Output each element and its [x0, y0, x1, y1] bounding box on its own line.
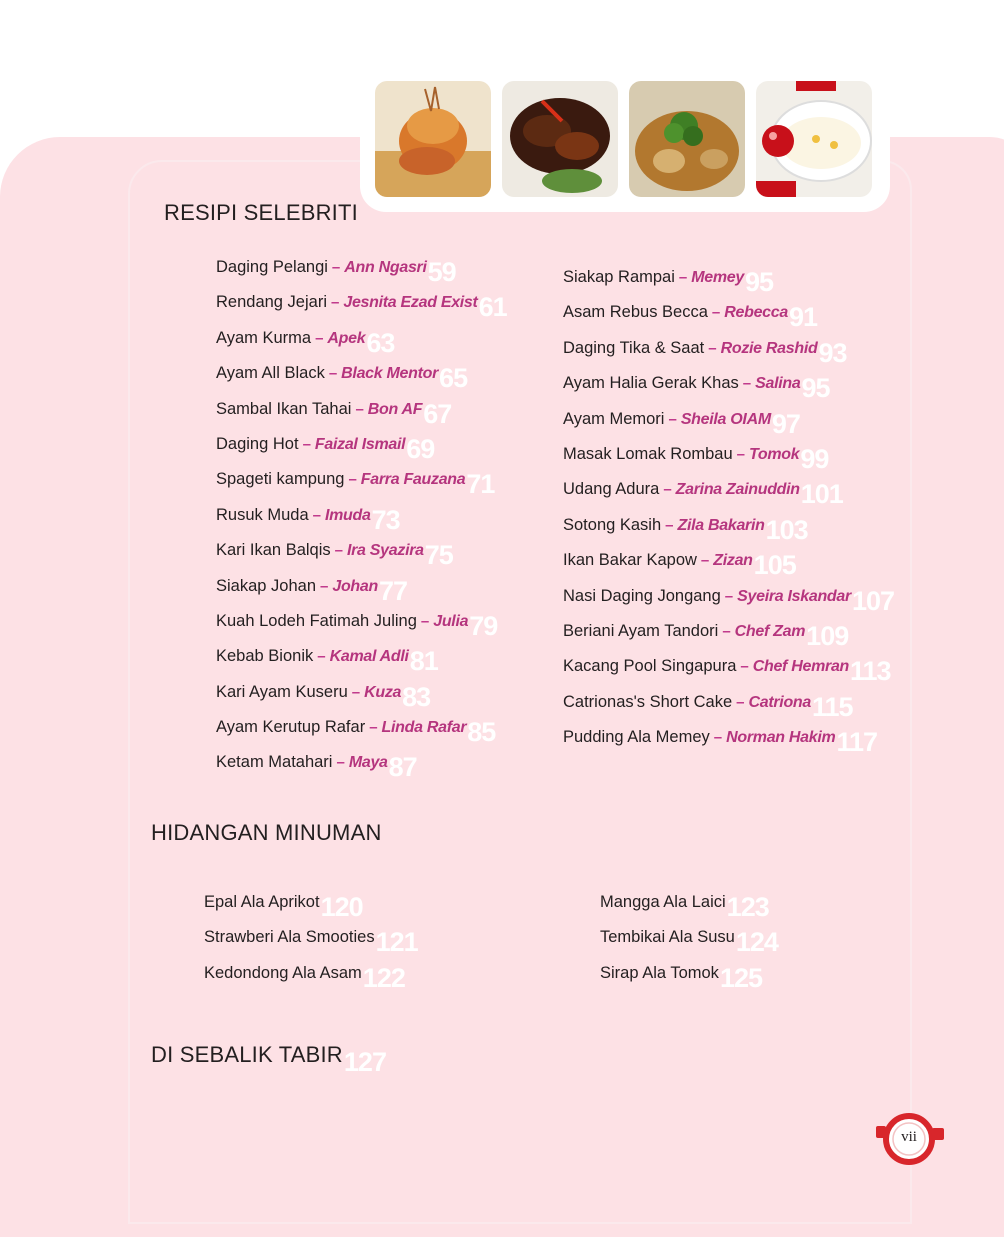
separator-dash: – [420, 612, 430, 630]
page-number-ref: 120 [320, 892, 363, 922]
separator-dash: – [665, 516, 674, 534]
dish-name: Kuah Lodeh Fatimah Juling [216, 611, 417, 630]
toc-entry[interactable] [216, 531, 507, 571]
separator-dash: – [740, 658, 749, 676]
separator-dash: – [700, 552, 710, 570]
section-title-resipi: RESIPI SELEBRITI [164, 200, 358, 225]
page-number-ref: 93 [818, 337, 847, 368]
dish-name: Ikan Bakar Kapow [563, 551, 697, 570]
toc-entry[interactable] [563, 400, 894, 439]
toc-entry[interactable] [216, 460, 507, 500]
toc-entry[interactable] [563, 541, 894, 581]
separator-dash: – [369, 719, 378, 737]
dish-name: Kari Ayam Kuseru [216, 682, 348, 701]
dish-name: Asam Rebus Becca [563, 303, 708, 322]
section-title-tabir [151, 1038, 386, 1077]
dish-name: Kari Ikan Balqis [216, 541, 331, 560]
page-number-ref: 67 [423, 398, 452, 429]
page-number-ref: 75 [424, 540, 453, 571]
food-photo-grilled-chicken [502, 81, 618, 197]
page-number-ref: 115 [812, 691, 853, 722]
page-number-ref: 79 [469, 610, 498, 641]
page-number-ref: 83 [402, 681, 431, 712]
page-number-ref: 124 [735, 927, 778, 958]
celebrity-name: Black Mentor [341, 365, 439, 383]
toc-entry[interactable] [216, 708, 507, 748]
celebrity-name: Catriona [748, 693, 811, 711]
dish-name: Ketam Matahari [216, 753, 333, 772]
tabir-page-number: 127 [343, 1047, 386, 1077]
page-number: vii [901, 1129, 917, 1145]
page-number-ref: 81 [409, 646, 438, 677]
separator-dash: – [713, 729, 723, 747]
celebrity-name: Faizal Ismail [314, 435, 406, 453]
tabir-title: DI SEBALIK TABIR [151, 1042, 343, 1067]
dish-name: Mangga Ala Laici [600, 893, 726, 911]
dish-name: Ayam Memori [563, 409, 665, 428]
page-number-ref: 99 [800, 443, 829, 474]
separator-dash: – [348, 471, 357, 489]
celebrity-name: Linda Rafar [381, 719, 467, 737]
page-number-ref: 105 [753, 550, 796, 581]
toc-entry[interactable] [563, 647, 894, 687]
page-number-ref: 122 [362, 962, 405, 993]
page-number-ref: 85 [467, 717, 496, 748]
page-number-ref: 107 [851, 585, 894, 616]
toc-entry[interactable] [204, 918, 418, 958]
toc-entry[interactable] [563, 293, 894, 333]
toc-entry[interactable] [600, 883, 778, 922]
separator-dash: – [663, 481, 672, 499]
dish-name: Masak Lomak Rombau [563, 444, 733, 463]
page-number-ref: 113 [850, 656, 891, 687]
celebrity-name: Zila Bakarin [677, 516, 765, 534]
toc-entry[interactable] [563, 506, 894, 545]
toc-entry[interactable] [216, 319, 507, 358]
dish-name: Kebab Bionik [216, 647, 314, 666]
dish-name: Daging Tika & Saat [563, 338, 705, 357]
toc-entry[interactable] [563, 470, 894, 510]
page-number-ref: 69 [406, 433, 435, 464]
separator-dash: – [708, 339, 717, 357]
resipi-right-column [563, 258, 894, 758]
page-number-ref: 95 [801, 373, 830, 404]
celebrity-name: Kuza [364, 683, 402, 701]
celebrity-name: Tomok [749, 445, 800, 463]
celebrity-name: Chef Hemran [752, 658, 850, 676]
page-number-ref: 73 [371, 504, 400, 535]
dish-name: Udang Adura [563, 480, 660, 499]
separator-dash: – [320, 577, 329, 595]
toc-entry[interactable] [204, 883, 418, 922]
separator-dash: – [678, 269, 688, 286]
toc-entry[interactable] [600, 918, 778, 958]
celebrity-name: Farra Fauzana [360, 471, 466, 489]
dish-name: Ayam Kurma [216, 328, 312, 347]
toc-entry[interactable] [216, 390, 507, 429]
celebrity-name: Norman Hakim [726, 729, 836, 747]
celebrity-name: Bon AF [367, 400, 423, 418]
toc-entry[interactable] [216, 602, 507, 641]
page-number-ref: 91 [788, 302, 818, 333]
page-number-ref: 65 [439, 363, 468, 394]
separator-dash: – [351, 683, 361, 701]
page-number-ref: 117 [836, 727, 877, 758]
separator-dash: – [315, 329, 324, 347]
page-number-ref: 61 [478, 292, 507, 323]
dish-name: Sirap Ala Tomok [600, 963, 719, 982]
dish-name: Ayam Halia Gerak Khas [563, 374, 739, 393]
celebrity-name: Syeira Iskandar [737, 587, 851, 605]
celebrity-name: Rebecca [724, 304, 788, 322]
page-number-badge [876, 1110, 944, 1166]
dish-name: Ayam Kerutup Rafar [216, 718, 366, 737]
toc-entry[interactable] [216, 354, 507, 394]
toc-entry[interactable] [563, 329, 894, 368]
section-title-minuman: HIDANGAN MINUMAN [151, 820, 382, 845]
separator-dash: – [336, 754, 345, 772]
toc-entry[interactable] [216, 567, 507, 606]
separator-dash: – [355, 400, 364, 418]
page-number-ref: 95 [745, 267, 774, 297]
celebrity-name: Jesnita Ezad Exist [343, 294, 478, 312]
toc-entry[interactable] [563, 683, 894, 722]
dish-name: Siakap Rampai [563, 268, 675, 286]
page-number-ref: 77 [378, 575, 408, 606]
dish-name: Beriani Ayam Tandori [563, 621, 719, 640]
dish-name: Tembikai Ala Susu [600, 928, 735, 947]
toc-entry[interactable] [563, 258, 894, 297]
celebrity-name: Memey [691, 269, 744, 286]
page-number-ref: 101 [800, 479, 843, 510]
dish-name: Siakap Johan [216, 576, 316, 595]
celebrity-name: Maya [348, 754, 388, 772]
toc-entry[interactable] [600, 954, 778, 993]
separator-dash: – [742, 375, 752, 393]
toc-entry[interactable] [563, 577, 894, 616]
dish-name: Rendang Jejari [216, 293, 327, 312]
celebrity-name: Chef Zam [734, 622, 806, 640]
food-photo-pudding [756, 81, 872, 197]
dish-name: Ayam All Black [216, 364, 325, 383]
dish-name: Sambal Ikan Tahai [216, 399, 352, 418]
celebrity-name: Ann Ngasri [344, 259, 427, 276]
separator-dash: – [331, 294, 340, 312]
dish-name: Catrionas's Short Cake [563, 692, 733, 711]
celebrity-name: Sheila OIAM [680, 410, 771, 428]
toc-entry[interactable] [216, 743, 507, 783]
page-number-ref: 59 [427, 257, 456, 287]
page-number-ref: 63 [366, 327, 395, 358]
celebrity-name: Zizan [713, 552, 753, 570]
toc-entry[interactable] [216, 673, 507, 712]
dish-name: Daging Pelangi [216, 258, 328, 276]
toc-entry[interactable] [216, 496, 507, 535]
toc-entry[interactable] [563, 612, 894, 651]
dish-name: Pudding Ala Memey [563, 728, 710, 747]
dish-name: Sotong Kasih [563, 515, 662, 534]
separator-dash: – [334, 542, 343, 560]
dish-name: Nasi Daging Jongang [563, 586, 721, 605]
dish-name: Kedondong Ala Asam [204, 963, 362, 982]
separator-dash: – [302, 435, 311, 453]
food-photo-curry [629, 81, 745, 197]
toc-entry[interactable] [563, 364, 894, 404]
page-number-ref: 71 [466, 469, 495, 500]
dish-name: Epal Ala Aprikot [204, 893, 320, 911]
page-number-ref: 109 [806, 620, 849, 651]
page-number-ref: 87 [388, 752, 417, 783]
dish-name: Daging Hot [216, 434, 299, 453]
toc-entry[interactable] [216, 425, 507, 464]
toc-entry[interactable] [216, 637, 507, 677]
dish-name: Spageti kampung [216, 470, 345, 489]
celebrity-name: Salina [755, 375, 801, 393]
celebrity-name: Zarina Zainuddin [675, 481, 800, 499]
page-number-ref: 97 [771, 408, 800, 439]
page-number-ref: 123 [726, 892, 769, 922]
separator-dash: – [312, 506, 321, 524]
separator-dash: – [317, 648, 326, 666]
celebrity-name: Julia [433, 612, 469, 630]
dish-name: Kacang Pool Singapura [563, 657, 737, 676]
page-number-ref: 121 [375, 927, 418, 958]
separator-dash: – [736, 693, 745, 711]
separator-dash: – [711, 304, 721, 322]
separator-dash: – [668, 410, 677, 428]
separator-dash: – [724, 587, 734, 605]
celebrity-name: Rozie Rashid [720, 339, 818, 357]
food-photo-rendang [375, 81, 491, 197]
celebrity-name: Imuda [324, 506, 371, 524]
toc-entry[interactable] [563, 435, 894, 474]
toc-entry[interactable] [216, 248, 507, 287]
separator-dash: – [331, 259, 341, 276]
minuman-left-column [204, 883, 418, 993]
celebrity-name: Johan [332, 577, 378, 595]
celebrity-name: Apek [327, 329, 366, 347]
dish-name: Rusuk Muda [216, 505, 309, 524]
page-number-ref: 125 [719, 962, 762, 993]
separator-dash: – [328, 365, 338, 383]
separator-dash: – [736, 445, 746, 463]
resipi-left-column [216, 248, 507, 783]
minuman-right-column [600, 883, 778, 993]
dish-name: Strawberi Ala Smooties [204, 928, 375, 947]
separator-dash: – [722, 622, 731, 640]
toc-entry[interactable] [216, 283, 507, 323]
toc-entry[interactable] [204, 954, 418, 993]
page-number-ref: 103 [765, 514, 808, 545]
toc-entry[interactable] [563, 718, 894, 758]
celebrity-name: Kamal Adli [329, 648, 409, 666]
celebrity-name: Ira Syazira [346, 542, 424, 560]
